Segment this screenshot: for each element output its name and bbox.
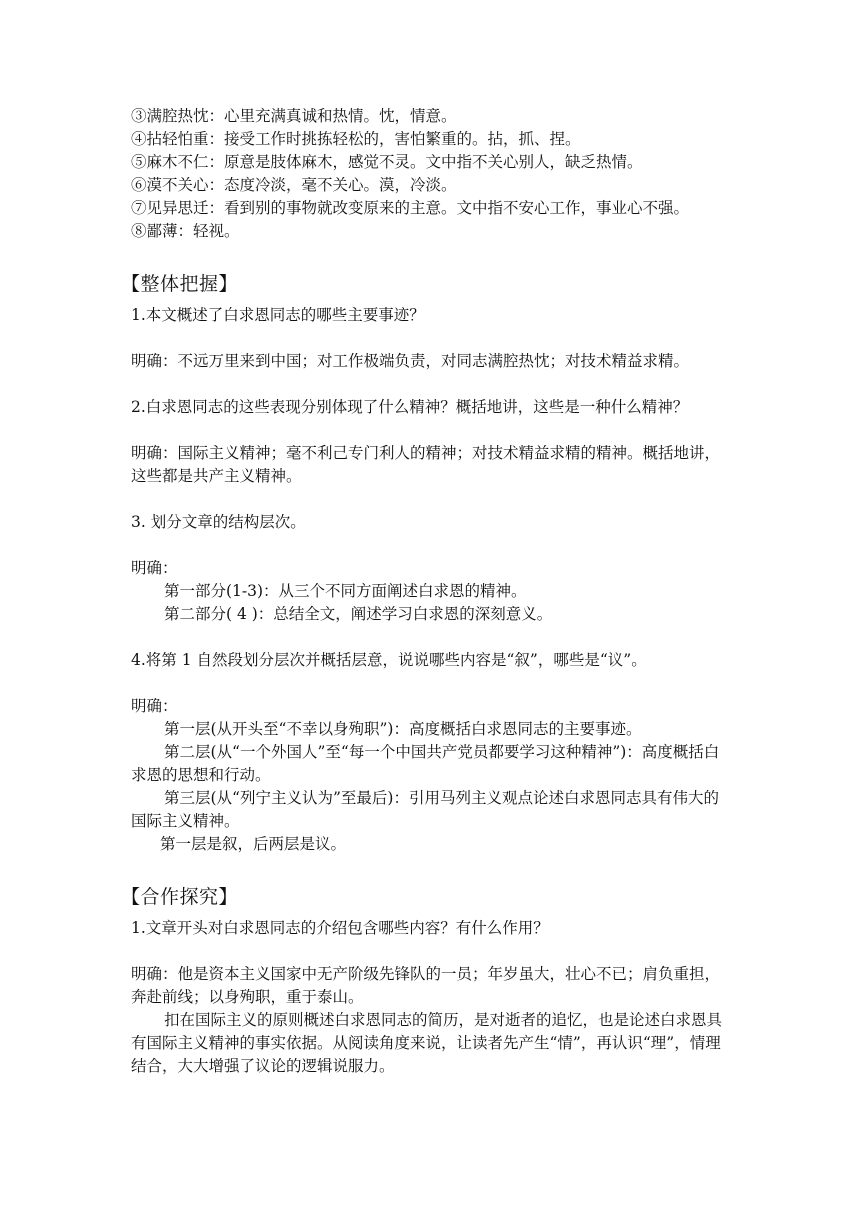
answer-3-part-2: 第二部分( 4 )：总结全文，阐述学习白求恩的深刻意义。 <box>164 605 553 623</box>
answer-2: 明确：国际主义精神；毫不利己专门利人的精神；对技术精益求精的精神。概括地讲，这些都是共产主义精神。 <box>131 444 721 485</box>
answer-4-layer-1: 第一层(从开头至“不幸以身殉职”)：高度概括白求恩同志的主要事迹。 <box>164 720 642 738</box>
answer-3-label: 明确： <box>131 559 178 577</box>
vocab-item: ⑦见异思迁：看到别的事物就改变原来的主意。文中指不安心工作，事业心不强。 <box>131 199 690 217</box>
vocab-item: ⑤麻木不仁：原意是肢体麻木，感觉不灵。文中指不关心别人，缺乏热情。 <box>131 153 643 171</box>
vocab-item: ③满腔热忱：心里充满真诚和热情。忱，情意。 <box>131 107 457 125</box>
question-3: 3. 划分文章的结构层次。 <box>131 513 306 531</box>
section-heading-explore: 【合作探究】 <box>121 886 239 908</box>
question-4: 4.将第 1 自然段划分层次并概括层意，说说哪些内容是“叙”，哪些是“议”。 <box>131 651 647 669</box>
section-heading-overall: 【整体把握】 <box>121 273 239 295</box>
answer-4-layer-3: 第三层(从“列宁主义认为”至最后)：引用马列主义观点论述白求恩同志具有伟大的国际主义精神。 <box>131 789 719 830</box>
vocab-item: ⑧鄙薄：轻视。 <box>131 222 240 240</box>
explore-answer-1-more: 扣在国际主义的原则概述白求恩同志的简历，是对逝者的追忆，也是论述白求恩具有国际主义精神的事实依据。从阅读角度来说，让读者先产生“情”，再认识“理”，情理结合，大大增强了议论的逻辑说服力。 <box>131 1011 723 1075</box>
document-page <box>121 105 731 1078</box>
answer-4-layer-2: 第二层(从“一个外国人”至“每一个中国共产党员都要学习这种精神”)：高度概括白求恩的思想和行动。 <box>131 743 720 784</box>
vocab-item: ④拈轻怕重：接受工作时挑拣轻松的，害怕繁重的。拈，抓、捏。 <box>131 130 581 148</box>
answer-4-label: 明确： <box>131 697 178 715</box>
question-1: 1.本文概述了白求恩同志的哪些主要事迹？ <box>131 306 425 324</box>
explore-answer-1: 明确：他是资本主义国家中无产阶级先锋队的一员；年岁虽大，壮心不已；肩负重担，奔赴前线；以身殉职，重于泰山。 <box>131 965 721 1006</box>
vocab-item: ⑥漠不关心：态度冷淡，毫不关心。漠，冷淡。 <box>131 176 457 194</box>
explore-question-1: 1.文章开头对白求恩同志的介绍包含哪些内容？有什么作用？ <box>131 919 549 937</box>
answer-4-summary: 第一层是叙，后两层是议。 <box>160 835 347 853</box>
answer-3-part-1: 第一部分(1-3)：从三个不同方面阐述白求恩的精神。 <box>164 582 527 600</box>
vocab-list <box>131 105 731 243</box>
question-2: 2.白求恩同志的这些表现分别体现了什么精神？概括地讲，这些是一种什么精神？ <box>131 398 689 416</box>
answer-1: 明确：不远万里来到中国；对工作极端负责，对同志满腔热忱；对技术精益求精。 <box>131 352 690 370</box>
